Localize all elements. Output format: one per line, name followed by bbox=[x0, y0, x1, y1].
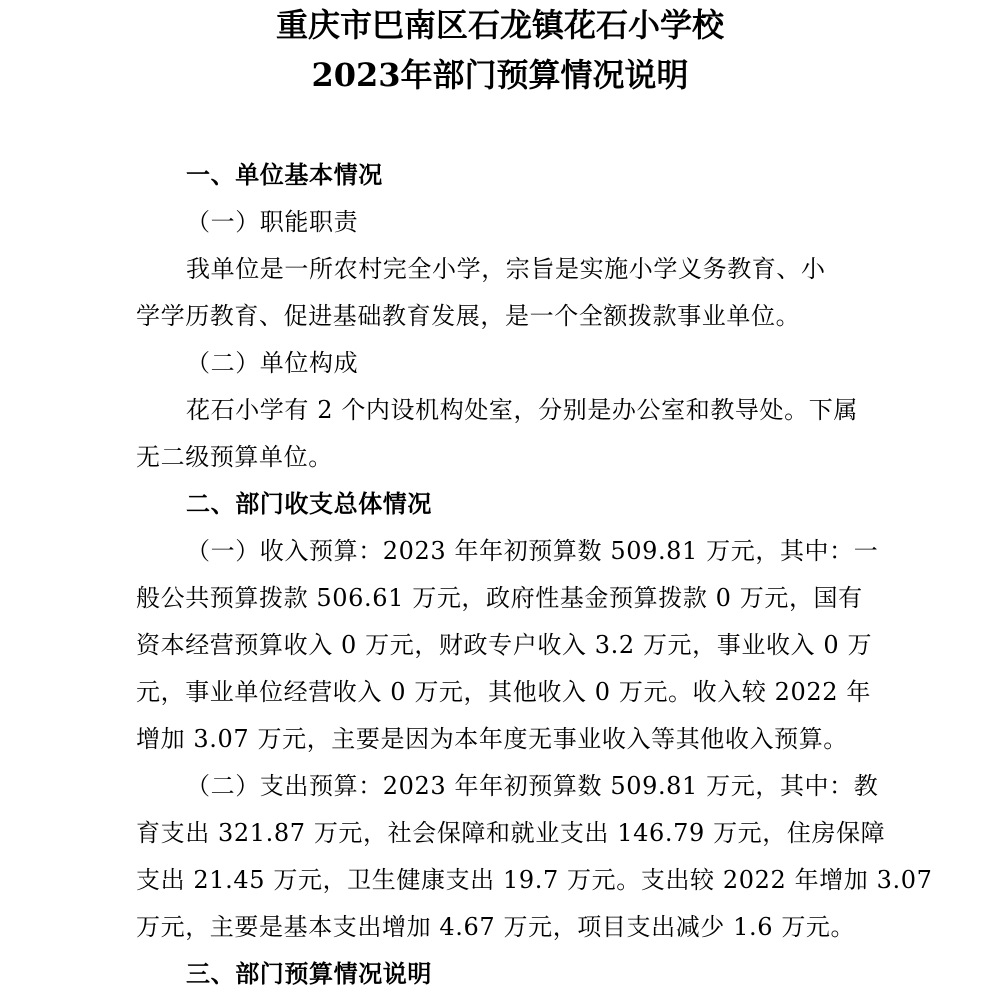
paragraph-line: 育支出 321.87 万元，社会保障和就业支出 146.79 万元，住房保障 bbox=[136, 819, 886, 847]
paragraph-line: 无二级预算单位。 bbox=[136, 443, 333, 471]
paragraph-line: 花石小学有 2 个内设机构处室，分别是办公室和教导处。下属 bbox=[186, 396, 858, 424]
paragraph-line: 资本经营预算收入 0 万元，财政专户收入 3.2 万元，事业收入 0 万 bbox=[136, 631, 873, 659]
paragraph-line: 万元，主要是基本支出增加 4.67 万元，项目支出减少 1.6 万元。 bbox=[136, 913, 856, 941]
paragraph-line: （二）支出预算：2023 年年初预算数 509.81 万元，其中：教 bbox=[186, 772, 879, 800]
paragraph-line: （一）收入预算：2023 年年初预算数 509.81 万元，其中：一 bbox=[186, 537, 879, 565]
subheading-unit-composition: （二）单位构成 bbox=[186, 349, 359, 377]
document-title-line-1: 重庆市巴南区石龙镇花石小学校 bbox=[275, 6, 724, 44]
paragraph-line: 我单位是一所农村完全小学，宗旨是实施小学义务教育、小 bbox=[186, 255, 826, 283]
subheading-functions: （一）职能职责 bbox=[186, 208, 359, 236]
section-heading-unit-basics: 一、单位基本情况 bbox=[186, 160, 383, 189]
paragraph-line: 元，事业单位经营收入 0 万元，其他收入 0 万元。收入较 2022 年 bbox=[136, 678, 871, 706]
section-heading-revenue-expenditure: 二、部门收支总体情况 bbox=[186, 489, 432, 518]
section-heading-budget-explanation: 三、部门预算情况说明 bbox=[186, 959, 432, 988]
paragraph-line: 支出 21.45 万元，卫生健康支出 19.7 万元。支出较 2022 年增加 3.07 bbox=[136, 866, 933, 894]
paragraph-line: 学学历教育、促进基础教育发展，是一个全额拨款事业单位。 bbox=[136, 302, 801, 330]
paragraph-line: 般公共预算拨款 506.61 万元，政府性基金预算拨款 0 万元，国有 bbox=[136, 584, 863, 612]
document-title-line-2: 2023年部门预算情况说明 bbox=[311, 56, 689, 94]
paragraph-line: 增加 3.07 万元，主要是因为本年度无事业收入等其他收入预算。 bbox=[136, 725, 848, 753]
